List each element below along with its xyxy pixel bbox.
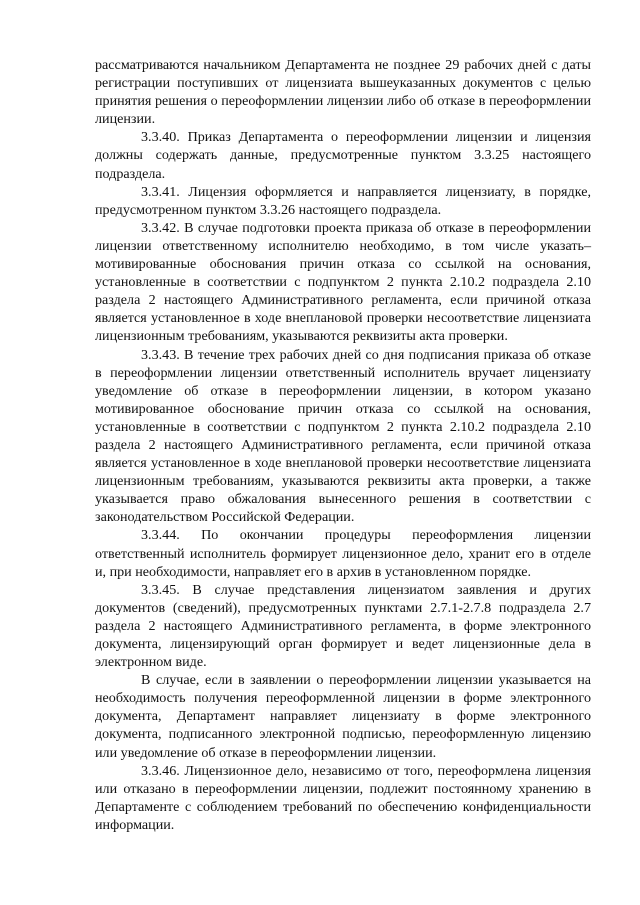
paragraph-3-3-46: 3.3.46. Лицензионное дело, независимо от того, переоформлена лицензия или отказано в переоформлении лицензии, подлежит постоянному хранению в Департаменте с соблюдением требований по обеспечению конфиденциальности информации.: [95, 762, 591, 833]
paragraph-3-3-42: 3.3.42. В случае подготовки проекта приказа об отказе в переоформлении лицензии ответственному исполнителю необходимо, в том числе указать–мотивированные обоснования причин отказа со ссылкой на основания, установленные в соответствии с подпунктом 2 пункта 2.10.2 подраздела 2.10 раздела 2 настоящего Административного регламента, если причиной отказа является установленное в ходе внеплановой проверки несоответствие лицензиата лицензионным требованиям, указываются реквизиты акта проверки.: [95, 219, 591, 345]
paragraph-3-3-44: 3.3.44. По окончании процедуры переоформления лицензии ответственный исполнитель формирует лицензионное дело, хранит его в отделе и, при необходимости, направляет его в архив в установленном порядке.: [95, 527, 591, 580]
paragraph-continuation: рассматриваются начальником Департамента не позднее 29 рабочих дней с даты регистрации поступивших от лицензиата вышеуказанных документов с целью принятия решения о переоформлении лицензии либо об отказе в переоформлении лицензии.: [95, 57, 591, 128]
paragraph-electronic-form: В случае, если в заявлении о переоформлении лицензии указывается на необходимость получения переоформленной лицензии в форме электронного документа, Департамент направляет лицензиату в форме электронного документа, подписанного электронной подписью, переоформленную лицензию или уведомление об отказе в переоформлении лицензии.: [95, 672, 591, 761]
paragraph-3-3-41: 3.3.41. Лицензия оформляется и направляется лицензиату, в порядке, предусмотренном пунктом 3.3.26 настоящего подраздела.: [95, 183, 591, 218]
paragraph-3-3-40: 3.3.40. Приказ Департамента о переоформлении лицензии и лицензия должны содержать данные, предусмотренные пунктом 3.3.25 настоящего подраздела.: [95, 129, 591, 182]
paragraph-3-3-45: 3.3.45. В случае представления лицензиатом заявления и других документов (сведений), предусмотренных пунктами 2.7.1-2.7.8 подраздела 2.7 раздела 2 настоящего Административного регламента, в форме электронного документа, лицензирующий орган формирует и ведет лицензионные дела в электронном виде.: [95, 581, 591, 671]
paragraph-3-3-43: 3.3.43. В течение трех рабочих дней со дня подписания приказа об отказе в переоформлении лицензии ответственный исполнитель вручает лицензиату уведомление об отказе в переоформлении лицензии, в котором указано мотивированное обоснование причин отказа со ссылкой на основания, установленные в соответствии с подпунктом 2 пункта 2.10.2 подраздела 2.10 раздела 2 настоящего Административного регламента, если причиной отказа является установленное в ходе внеплановой проверки несоответствие лицензиата лицензионным требованиям, указываются реквизиты акта проверки, а также указывается право обжалования вынесенного решения в соответствии с законодательством Российской Федерации.: [95, 346, 591, 526]
